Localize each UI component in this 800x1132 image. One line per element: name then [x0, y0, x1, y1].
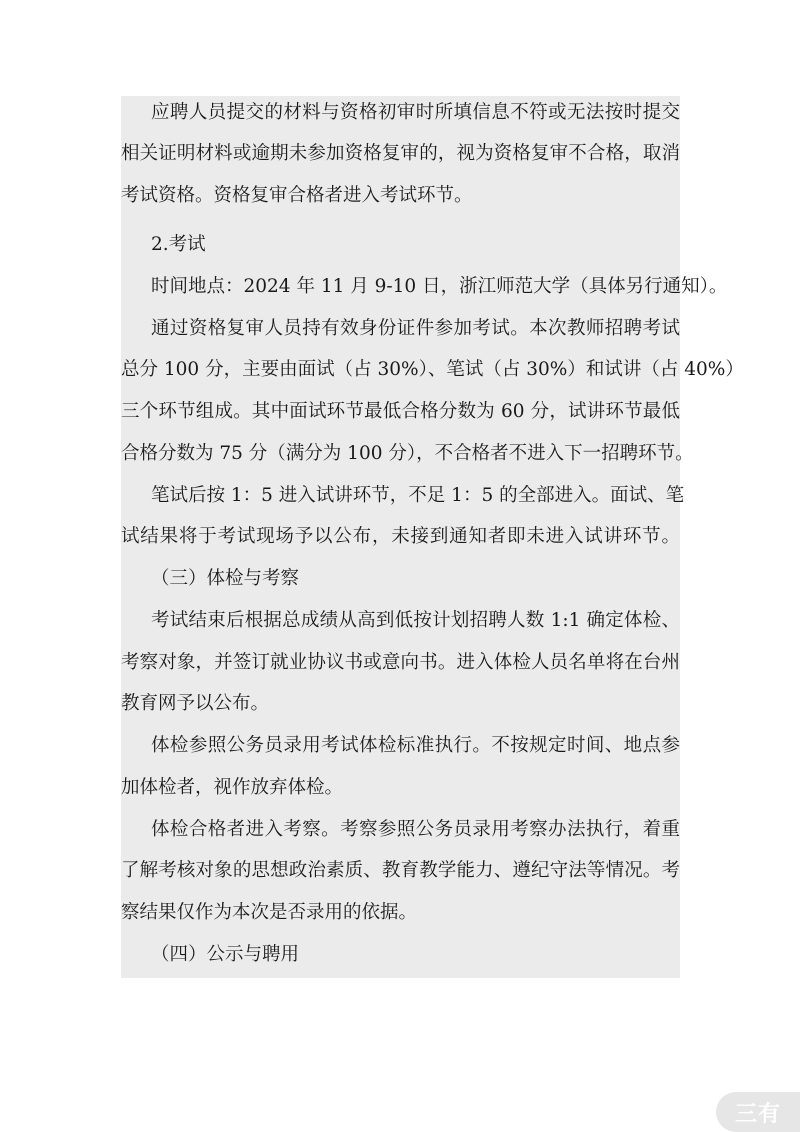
paragraph-line: 三个环节组成。其中面试环节最低合格分数为 60 分，试讲环节最低 [121, 401, 680, 422]
paragraph-line: 察结果仅作为本次是否录用的依据。 [121, 902, 418, 923]
watermark-badge: 三有 [716, 1092, 800, 1132]
paragraph-line: 体检参照公务员录用考试体检标准执行。不按规定时间、地点参 [151, 735, 680, 756]
paragraph-line: 体检合格者进入考察。考察参照公务员录用考察办法执行，着重 [151, 819, 680, 840]
section-heading: （四）公示与聘用 [151, 944, 300, 965]
paragraph-line: 考试资格。资格复审合格者进入考试环节。 [121, 185, 473, 206]
paragraph-line: 加体检者，视作放弃体检。 [121, 777, 344, 798]
paragraph-line: 考试结束后根据总成绩从高到低按计划招聘人数 1:1 确定体检、 [151, 610, 680, 631]
section-heading: 2.考试 [151, 234, 206, 255]
paragraph-line: 了解考核对象的思想政治素质、教育教学能力、遵纪守法等情况。考 [121, 860, 680, 881]
paragraph-line: 笔试后按 1：5 进入试讲环节，不足 1：5 的全部进入。面试、笔 [151, 485, 685, 506]
paragraph-line: 合格分数为 75 分（满分为 100 分），不合格者不进入下一招聘环节。 [121, 443, 694, 464]
paragraph-line: 考察对象，并签订就业协议书或意向书。进入体检人员名单将在台州 [121, 652, 680, 673]
paragraph-line: 教育网予以公布。 [121, 693, 270, 714]
paragraph-line: 相关证明材料或逾期未参加资格复审的，视为资格复审不合格，取消 [121, 143, 680, 164]
section-heading: （三）体检与考察 [151, 568, 300, 589]
document-text-block [121, 96, 744, 978]
paragraph-line: 总分 100 分，主要由面试（占 30%）、笔试（占 30%）和试讲（占 40%） [121, 359, 744, 380]
paragraph-line: 时间地点：2024 年 11 月 9-10 日，浙江师范大学（具体另行通知）。 [151, 276, 728, 297]
paragraph-line: 试结果将于考试现场予以公布，未接到通知者即未进入试讲环节。 [121, 526, 680, 547]
paragraph-line: 通过资格复审人员持有效身份证件参加考试。本次教师招聘考试 [151, 318, 680, 339]
paragraph-line: 应聘人员提交的材料与资格初审时所填信息不符或无法按时提交 [151, 102, 680, 123]
